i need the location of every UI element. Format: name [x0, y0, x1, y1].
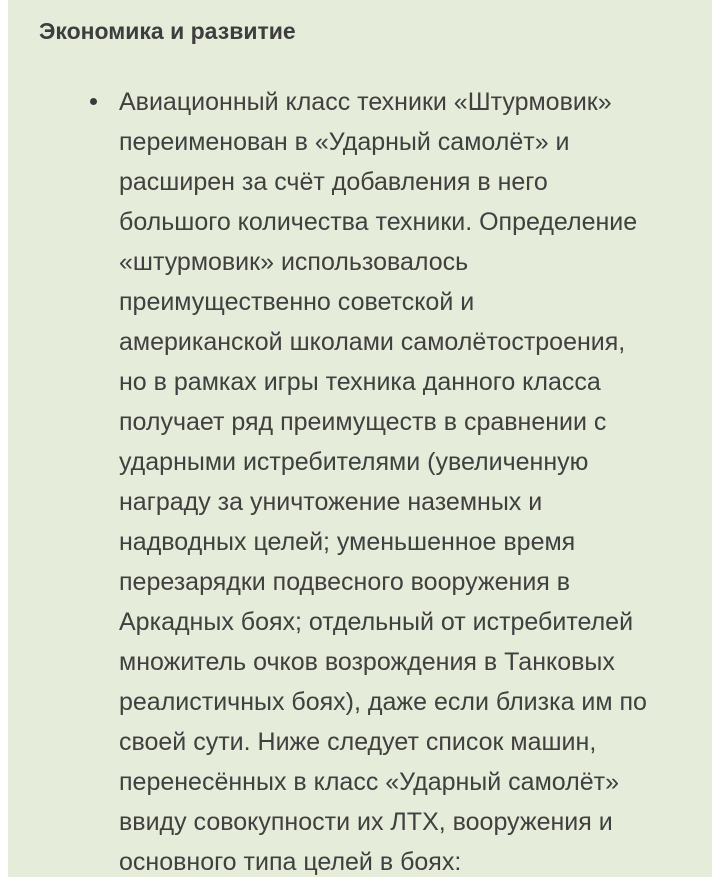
- text-line: Аркадных боях; отдельный от истребителей: [119, 608, 634, 636]
- text-line: переименован в «Ударный самолёт» и: [119, 128, 570, 156]
- text-line: ударными истребителями (увеличенную: [119, 448, 589, 476]
- text-line: перенесённых в класс «Ударный самолёт»: [119, 768, 619, 796]
- text-line: своей сути. Ниже следует список машин,: [119, 728, 597, 756]
- text-line: американской школами самолётостроения,: [119, 328, 626, 356]
- text-line: преимущественно советской и: [119, 288, 475, 316]
- text-line: ввиду совокупности их ЛТХ, вооружения и: [119, 808, 613, 836]
- text-line: Авиационный класс техники «Штурмовик»: [119, 88, 612, 116]
- text-line: большого количества техники. Определение: [119, 208, 638, 236]
- text-line: основного типа целей в боях:: [119, 848, 462, 876]
- text-line: «штурмовик» использовалось: [119, 248, 469, 276]
- text-line: получает ряд преимуществ в сравнении с: [119, 408, 607, 436]
- bullet-dot-icon: [90, 98, 97, 105]
- text-line: надводных целей; уменьшенное время: [119, 528, 576, 556]
- list-item: [39, 82, 686, 882]
- text-line: множитель очков возрождения в Танковых: [119, 648, 615, 676]
- section-title: Экономика и развитие: [39, 18, 296, 44]
- bullet-text: [119, 82, 686, 882]
- text-line: реалистичных боях), даже если близка им по: [119, 688, 647, 716]
- text-line: награду за уничтожение наземных и: [119, 488, 543, 516]
- text-line: расширен за счёт добавления в него: [119, 168, 548, 196]
- text-line: перезарядки подвесного вооружения в: [119, 568, 571, 596]
- patch-notes-section: [8, 0, 712, 877]
- bullet-list: [39, 82, 686, 882]
- text-line: но в рамках игры техника данного класса: [119, 368, 601, 396]
